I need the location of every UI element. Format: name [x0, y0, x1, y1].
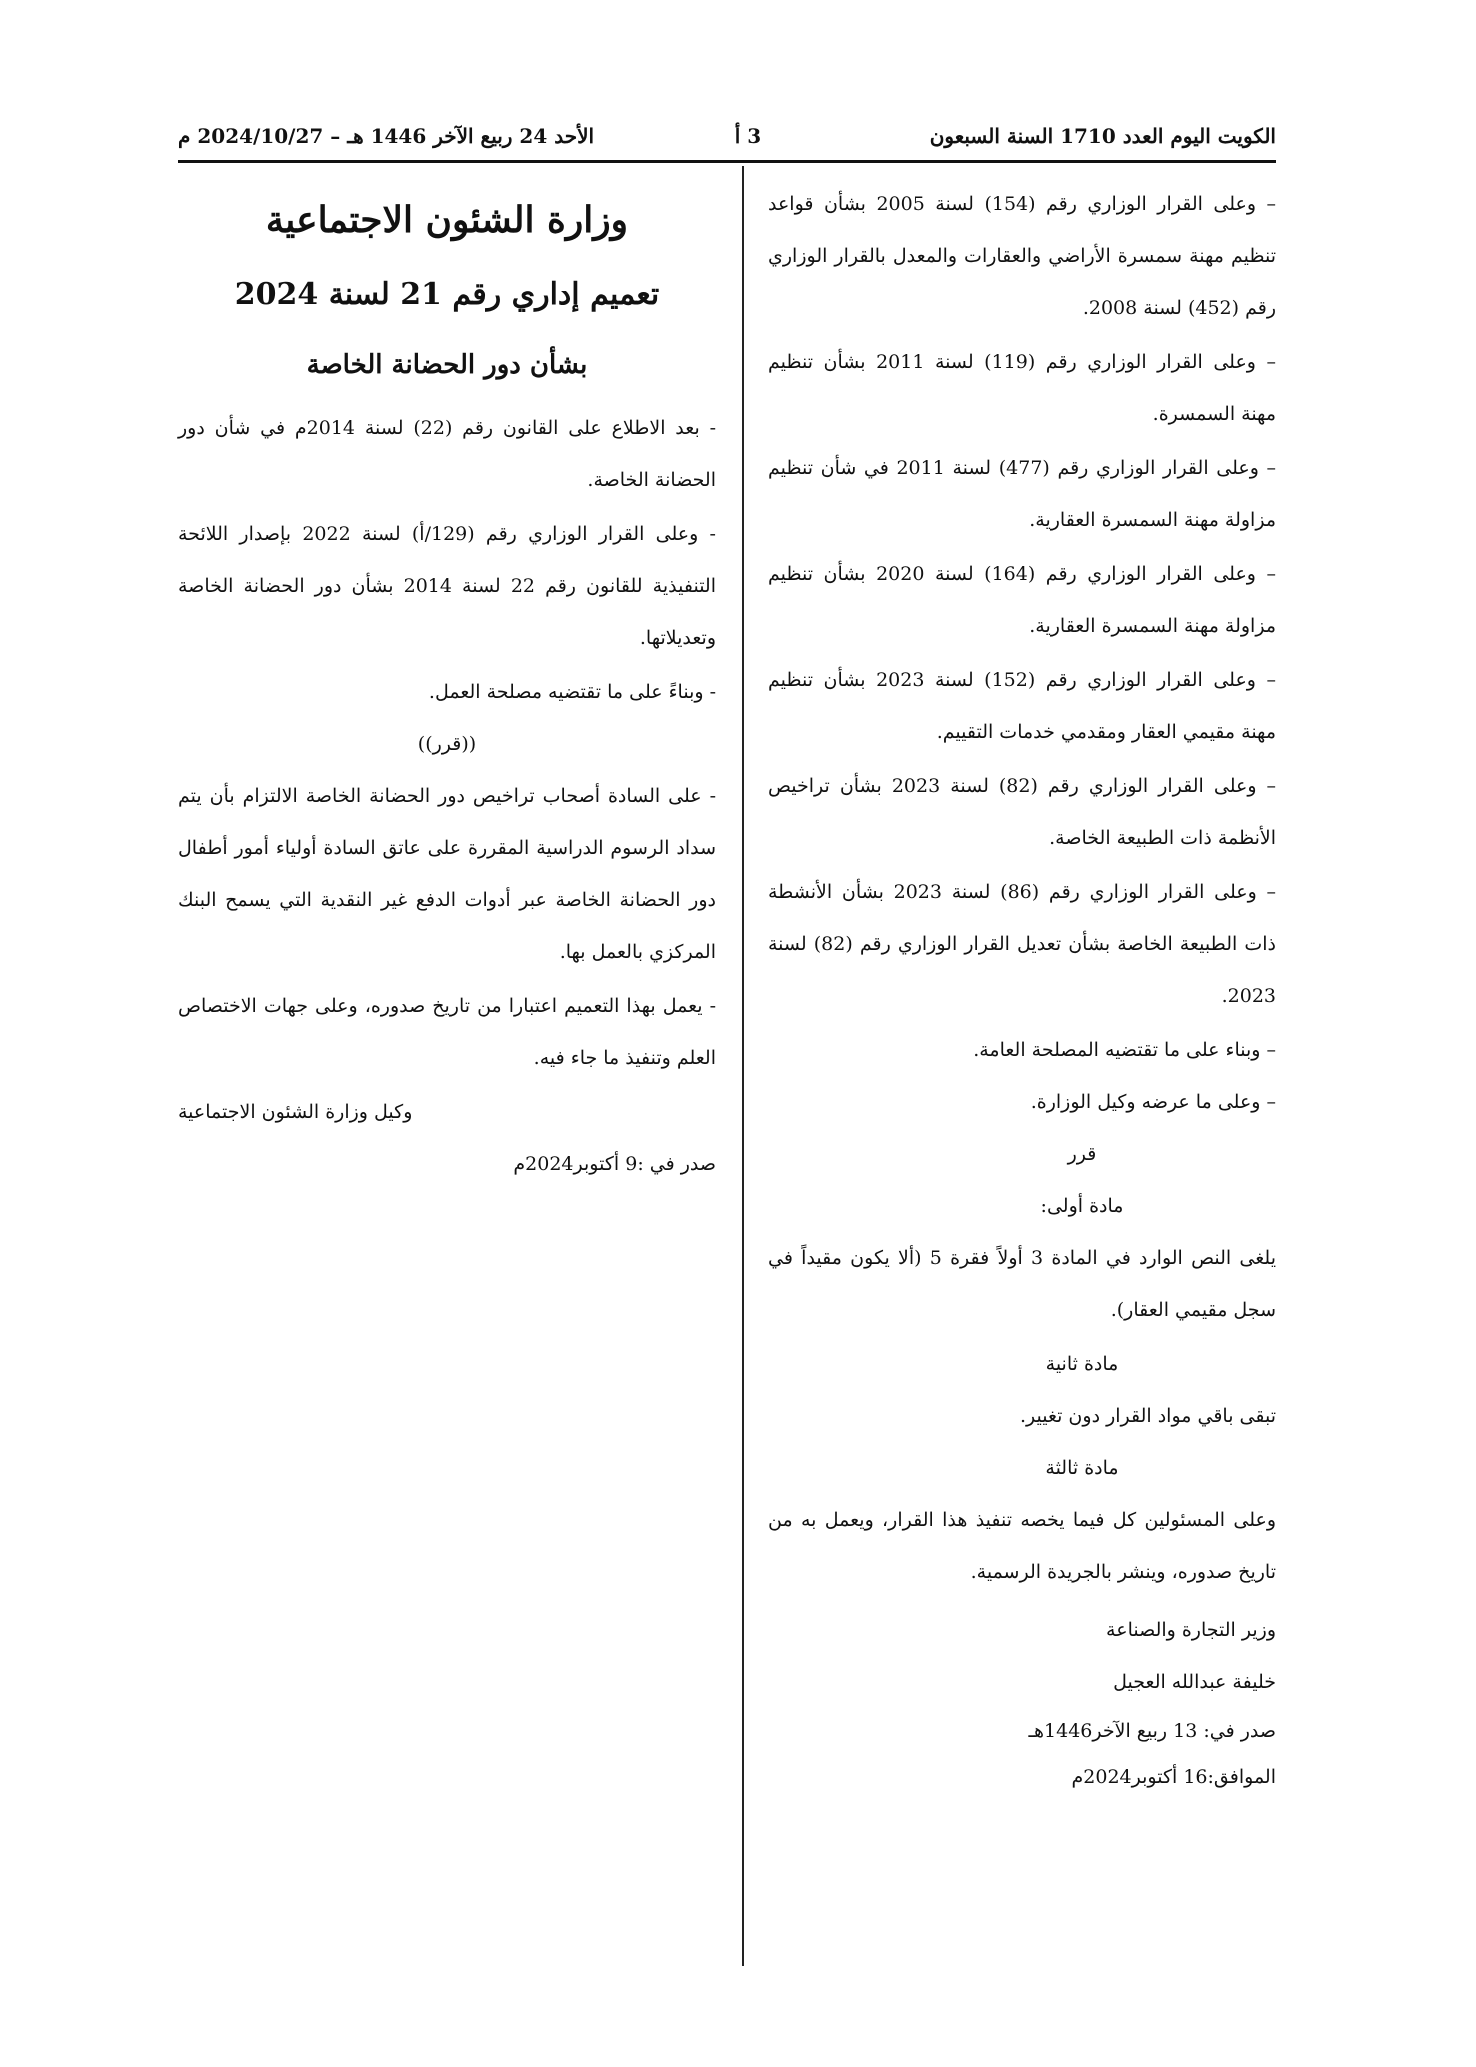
preamble-clause: – وعلى القرار الوزاري رقم (154) لسنة 2005 بشأن قواعد تنظيم مهنة سمسرة الأراضي والعقارات والمعدل بالقرار الوزاري رقم (452) لسنة 2008. — [768, 193, 1277, 319]
signer — [178, 1086, 716, 1138]
preamble-clause: – وعلى القرار الوزاري رقم (152) لسنة 2023 بشأن تنظيم مهنة مقيمي العقار ومقدمي خدمات التقييم. — [768, 669, 1277, 743]
article-2-text: تبقى باقي مواد القرار دون تغيير. — [1019, 1405, 1276, 1427]
preamble-clause: - بعد الاطلاع على القانون رقم (22) لسنة 2014م في شأن دور الحضانة الخاصة. — [178, 417, 716, 491]
issued-gregorian: الموافق:16 أكتوبر2024م — [1071, 1766, 1276, 1788]
article-3-text: وعلى المسئولين كل فيما يخصه تنفيذ هذا القرار، ويعمل به من تاريخ صدوره، وينشر بالجريدة الرسمية. — [768, 1509, 1276, 1583]
page-header — [178, 118, 1276, 158]
preamble-clause: - وعلى القرار الوزاري رقم (129/أ) لسنة 2022 بإصدار اللائحة التنفيذية للقانون رقم 22 لسنة 2014 بشأن دور الحضانة الخاصة وتعديلاتها. — [178, 523, 716, 649]
decided-heading: قرر — [1067, 1143, 1097, 1165]
preamble-clause: – وعلى ما عرضه وكيل الوزارة. — [1030, 1091, 1276, 1113]
page-number: 3 أ — [734, 124, 762, 148]
preamble-clause: – وعلى القرار الوزاري رقم (119) لسنة 2011 بشأن تنظيم مهنة السمسرة. — [768, 351, 1277, 425]
issued-hijri: صدر في: 13 ربيع الآخر1446هـ — [1028, 1720, 1276, 1742]
left-column — [178, 178, 716, 1190]
signer-title: وزير التجارة والصناعة — [1106, 1619, 1276, 1641]
article-3-title: مادة ثالثة — [1045, 1457, 1119, 1479]
preamble-clause: – وعلى القرار الوزاري رقم (82) لسنة 2023 بشأن تراخيص الأنظمة ذات الطبيعة الخاصة. — [768, 775, 1277, 849]
masthead-issue: الكويت اليوم العدد 1710 السنة السبعون — [929, 124, 1276, 148]
decided-heading: ((قرر)) — [417, 733, 477, 755]
article-1-title: مادة أولى: — [1040, 1195, 1124, 1217]
ministry-name: وزارة الشئون الاجتماعية — [265, 199, 629, 241]
header-rule — [178, 160, 1276, 163]
circular-subtitle: بشأن دور الحضانة الخاصة — [306, 350, 588, 380]
circular-clause: - على السادة أصحاب تراخيص دور الحضانة الخاصة الالتزام بأن يتم سداد الرسوم الدراسية المقررة على عاتق السادة أولياء أمور أطفال دور الحضانة الخاصة عبر أدوات الدفع غير النقدية التي يسمح البنك المركزي بالعمل بها. — [178, 785, 716, 963]
preamble-clause: – وعلى القرار الوزاري رقم (477) لسنة 2011 في شأن تنظيم مزاولة مهنة السمسرة العقارية. — [768, 457, 1276, 531]
signer-name: خليفة عبدالله العجيل — [1113, 1671, 1276, 1693]
preamble-clause: – وبناء على ما تقتضيه المصلحة العامة. — [973, 1039, 1276, 1061]
article-1-text: يلغى النص الوارد في المادة 3 أولاً فقرة 5 (ألا يكون مقيداً في سجل مقيمي العقار). — [768, 1247, 1276, 1321]
right-column — [768, 178, 1276, 1800]
issue-date: الأحد 24 ربيع الآخر 1446 هـ – 2024/10/27 م — [178, 124, 595, 148]
article-2-title: مادة ثانية — [1045, 1353, 1119, 1375]
circular-clause: - يعمل بهذا التعميم اعتبارا من تاريخ صدوره، وعلى جهات الاختصاص العلم وتنفيذ ما جاء فيه. — [178, 995, 716, 1069]
column-divider — [742, 166, 744, 1966]
preamble-clause: – وعلى القرار الوزاري رقم (86) لسنة 2023 بشأن الأنشطة ذات الطبيعة الخاصة بشأن تعديل القرار الوزاري رقم (82) لسنة 2023. — [768, 881, 1277, 1007]
issued-date: صدر في :9 أكتوبر2024م — [513, 1153, 716, 1175]
preamble-clause: - وبناءً على ما تقتضيه مصلحة العمل. — [428, 681, 716, 703]
preamble-clause: – وعلى القرار الوزاري رقم (164) لسنة 2020 بشأن تنظيم مزاولة مهنة السمسرة العقارية. — [768, 563, 1277, 637]
circular-title: تعميم إداري رقم 21 لسنة 2024 — [234, 277, 660, 312]
signer-text: وكيل وزارة الشئون الاجتماعية — [178, 1101, 413, 1123]
